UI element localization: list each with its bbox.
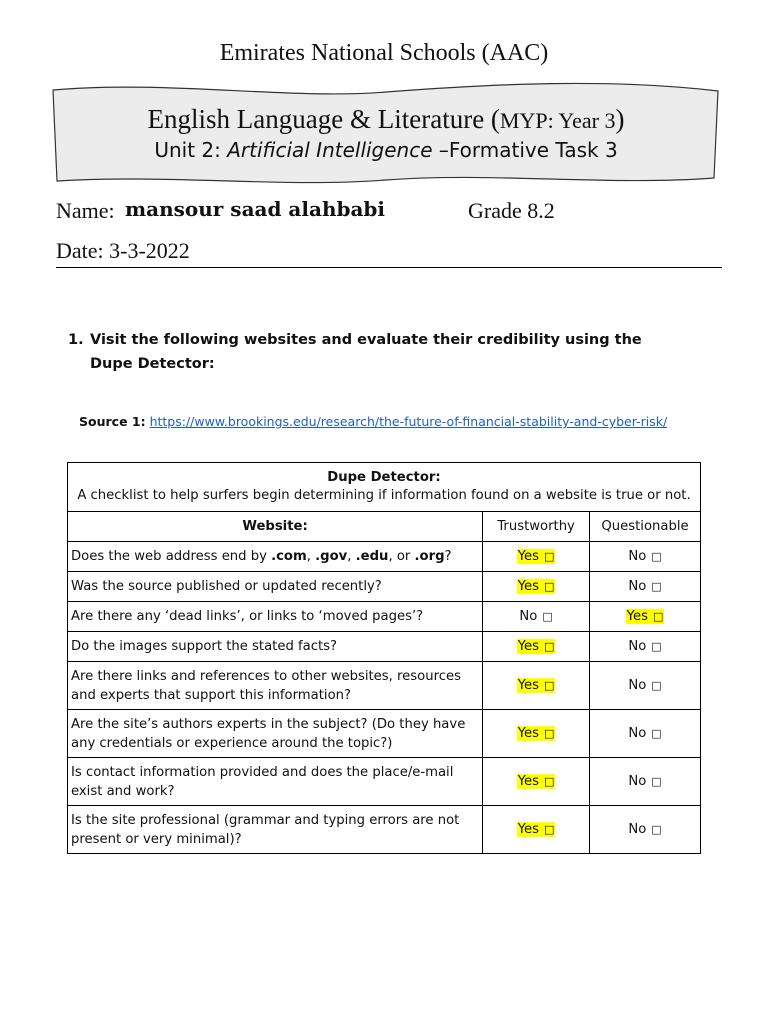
answer-no: No [628,549,647,564]
criterion-text: Are there any ‘dead links’, or links to ‘moved pages’? [68,602,483,632]
school-name: Emirates National Schools (AAC) [219,40,549,66]
table-row [68,710,701,758]
selected-answer [517,822,556,837]
answer-yes: Yes [517,822,540,837]
selected-answer [517,726,556,741]
answer-no: No [628,678,647,693]
answer-no: No [628,639,647,654]
domain-com: .com [271,549,307,564]
unit-prefix: Unit 2: [154,138,228,162]
course-title-level: MYP: Year 3 [499,108,616,133]
table-header [68,463,701,512]
domain-edu: .edu [355,549,389,564]
checkbox-icon[interactable]: □ [544,550,555,563]
trustworthy-cell[interactable] [483,632,590,662]
table-subtitle: A checklist to help surfers begin determining if information found on a website is true or not. [77,488,691,503]
table-row [68,572,701,602]
trustworthy-cell[interactable] [483,710,590,758]
table-row [68,806,701,854]
criterion-part: , or [388,549,415,564]
checkbox-icon[interactable]: □ [651,775,662,788]
answer-yes: Yes [517,678,540,693]
answer-no: No [628,822,647,837]
checkbox-icon[interactable]: □ [544,775,555,788]
table-row [68,542,701,572]
source-label: Source 1: [79,414,146,429]
unit-subtitle [50,138,722,162]
table-row [68,758,701,806]
trustworthy-cell[interactable] [483,806,590,854]
answer-no: No [628,774,647,789]
questionable-cell[interactable] [590,710,701,758]
source-link[interactable]: https://www.brookings.edu/research/the-future-of-financial-stability-and-cyber-risk/ [149,414,668,429]
name-label: Name: [56,198,115,223]
answer-yes: Yes [517,579,540,594]
questionable-cell[interactable] [590,632,701,662]
source-1 [79,414,667,429]
selected-answer [517,639,556,654]
questionable-cell[interactable] [590,572,701,602]
questionable-cell[interactable] [590,758,701,806]
checkbox-icon[interactable]: □ [652,610,664,623]
column-header-trustworthy: Trustworthy [483,512,590,542]
checkbox-icon[interactable]: □ [544,640,555,653]
course-title-main: English Language & Literature ( [147,104,500,134]
questionable-cell[interactable] [590,662,701,710]
checkbox-icon[interactable]: □ [651,679,662,692]
course-banner [50,82,722,188]
answer-yes: Yes [626,609,648,624]
criterion-text: Are there links and references to other websites, resources and experts that support this information? [68,662,483,710]
criterion-part: , [347,549,356,564]
trustworthy-cell[interactable] [483,602,590,632]
criterion-text: Is the site professional (grammar and typing errors are not present or very minimal)? [68,806,483,854]
student-name: mansour saad alahbabi [125,197,386,221]
table-row [68,632,701,662]
criterion-part: , [306,549,316,564]
table-title: Dupe Detector: [327,470,441,485]
trustworthy-cell[interactable] [483,542,590,572]
checkbox-icon[interactable]: □ [651,580,662,593]
criterion-part: Does the web address end by [71,549,272,564]
course-title-close: ) [615,104,625,134]
criterion-text: Is contact information provided and does the place/e-mail exist and work? [68,758,483,806]
answer-yes: Yes [517,549,540,564]
column-header-questionable: Questionable [590,512,701,542]
trustworthy-cell[interactable] [483,758,590,806]
answer-yes: Yes [517,639,540,654]
selected-answer [626,609,665,624]
header-divider [56,267,722,268]
checkbox-icon[interactable]: □ [651,727,662,740]
checkbox-icon[interactable]: □ [544,679,555,692]
checkbox-icon[interactable]: □ [542,610,553,623]
student-grade: Grade 8.2 [468,198,555,223]
checkbox-icon[interactable]: □ [544,727,555,740]
criterion-text: Was the source published or updated recently? [68,572,483,602]
checkbox-icon[interactable]: □ [651,640,662,653]
trustworthy-cell[interactable] [483,662,590,710]
dupe-detector-table [67,462,701,854]
table-row [68,662,701,710]
criterion-text: Are the site’s authors experts in the subject? (Do they have any credentials or experience around the topic?) [68,710,483,758]
name-row [56,196,716,226]
trustworthy-cell[interactable] [483,572,590,602]
criterion-text: Do the images support the stated facts? [68,632,483,662]
answer-no: No [628,726,647,741]
selected-answer [517,579,556,594]
question-number: 1. [68,332,84,348]
criterion-part: ? [444,549,452,564]
question-text: Visit the following websites and evaluate their credibility using the Dupe Detector: [90,332,642,372]
column-header-website: Website: [68,512,483,542]
checkbox-icon[interactable]: □ [651,823,662,836]
answer-no: No [519,609,538,624]
selected-answer [517,549,556,564]
table-row [68,602,701,632]
date-field: Date: 3-3-2022 [56,238,190,263]
course-title [50,104,722,135]
answer-yes: Yes [517,726,540,741]
questionable-cell[interactable] [590,806,701,854]
answer-yes: Yes [517,774,540,789]
checkbox-icon[interactable]: □ [544,823,555,836]
selected-answer [517,774,556,789]
checkbox-icon[interactable]: □ [544,580,555,593]
unit-suffix: –Formative Task 3 [432,138,618,162]
criterion-text [68,542,483,572]
banner-scroll-shape [50,82,722,188]
checkbox-icon[interactable]: □ [651,550,662,563]
domain-gov: .gov [315,549,348,564]
questionable-cell[interactable] [590,542,701,572]
unit-topic: Artificial Intelligence [227,138,433,162]
selected-answer [517,678,556,693]
answer-no: No [628,579,647,594]
domain-org: .org [414,549,445,564]
questionable-cell[interactable] [590,602,701,632]
